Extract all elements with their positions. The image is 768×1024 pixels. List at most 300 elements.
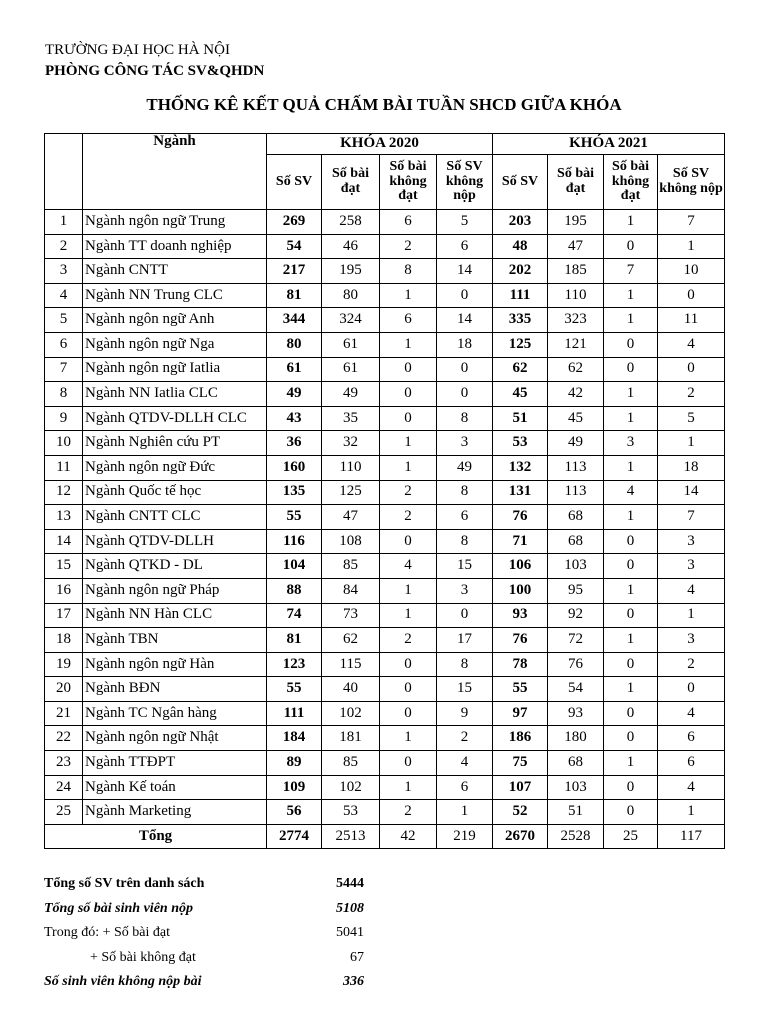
table-cell: 85 <box>322 751 380 776</box>
table-cell: 0 <box>604 554 658 579</box>
table-cell: 8 <box>380 259 437 284</box>
table-cell: 111 <box>493 283 548 308</box>
table-cell: 7 <box>658 210 725 235</box>
major-name: Ngành ngôn ngữ Hàn <box>83 652 267 677</box>
table-row <box>45 800 725 825</box>
total-row <box>45 824 725 849</box>
table-cell: 45 <box>493 382 548 407</box>
table-cell: 186 <box>493 726 548 751</box>
table-cell: 3 <box>658 529 725 554</box>
total-cell: 2670 <box>493 824 548 849</box>
row-number: 15 <box>45 554 83 579</box>
table-cell: 14 <box>437 308 493 333</box>
table-cell: 0 <box>380 652 437 677</box>
table-cell: 42 <box>548 382 604 407</box>
table-cell: 104 <box>267 554 322 579</box>
row-number: 1 <box>45 210 83 235</box>
table-cell: 103 <box>548 554 604 579</box>
table-cell: 0 <box>380 751 437 776</box>
major-name: Ngành QTKD - DL <box>83 554 267 579</box>
row-number: 20 <box>45 677 83 702</box>
major-name: Ngành Marketing <box>83 800 267 825</box>
table-cell: 53 <box>493 431 548 456</box>
table-cell: 125 <box>493 332 548 357</box>
table-cell: 2 <box>380 505 437 530</box>
summary-row <box>44 974 364 999</box>
table-row <box>45 726 725 751</box>
total-label: Tổng <box>45 824 267 849</box>
table-cell: 1 <box>604 677 658 702</box>
table-cell: 95 <box>548 578 604 603</box>
major-name: Ngành TBN <box>83 628 267 653</box>
row-number: 10 <box>45 431 83 456</box>
table-cell: 116 <box>267 529 322 554</box>
table-cell: 36 <box>267 431 322 456</box>
table-row <box>45 283 725 308</box>
table-cell: 4 <box>658 578 725 603</box>
table-cell: 100 <box>493 578 548 603</box>
table-cell: 47 <box>548 234 604 259</box>
summary-value: 336 <box>343 974 364 989</box>
table-cell: 0 <box>437 382 493 407</box>
row-number: 7 <box>45 357 83 382</box>
table-cell: 131 <box>493 480 548 505</box>
table-cell: 55 <box>267 677 322 702</box>
table-cell: 1 <box>380 431 437 456</box>
table-cell: 202 <box>493 259 548 284</box>
summary-value: 5444 <box>336 876 364 891</box>
table-cell: 2 <box>380 628 437 653</box>
table-cell: 1 <box>604 578 658 603</box>
sub-header-so-bai-khong-dat: Số bài không đạt <box>380 155 437 210</box>
table-cell: 76 <box>493 505 548 530</box>
major-name: Ngành CNTT CLC <box>83 505 267 530</box>
table-cell: 51 <box>493 406 548 431</box>
table-row <box>45 603 725 628</box>
summary-value: 67 <box>350 949 364 965</box>
table-cell: 1 <box>380 775 437 800</box>
table-cell: 1 <box>380 283 437 308</box>
table-cell: 80 <box>267 332 322 357</box>
table-cell: 344 <box>267 308 322 333</box>
table-cell: 3 <box>437 431 493 456</box>
table-cell: 185 <box>548 259 604 284</box>
table-row <box>45 332 725 357</box>
table-cell: 11 <box>658 308 725 333</box>
table-cell: 184 <box>267 726 322 751</box>
table-cell: 6 <box>437 775 493 800</box>
summary-label: + Số bài không đạt <box>90 949 196 965</box>
table-cell: 0 <box>658 357 725 382</box>
table-cell: 0 <box>437 283 493 308</box>
table-cell: 113 <box>548 455 604 480</box>
table-cell: 88 <box>267 578 322 603</box>
table-cell: 1 <box>380 455 437 480</box>
table-row <box>45 480 725 505</box>
table-cell: 6 <box>380 210 437 235</box>
row-number: 6 <box>45 332 83 357</box>
table-cell: 111 <box>267 701 322 726</box>
table-cell: 1 <box>604 210 658 235</box>
sub-header-so-sv-khong-nop: Số SV không nộp <box>437 155 493 210</box>
table-cell: 1 <box>658 603 725 628</box>
row-number: 25 <box>45 800 83 825</box>
document-title: THỐNG KÊ KẾT QUẢ CHẤM BÀI TUẦN SHCD GIỮA KHÓA <box>146 95 622 114</box>
table-cell: 5 <box>437 210 493 235</box>
table-cell: 8 <box>437 529 493 554</box>
sub-header-so-bai-khong-dat: Số bài không đạt <box>604 155 658 210</box>
table-cell: 180 <box>548 726 604 751</box>
major-name: Ngành ngôn ngữ Iatlia <box>83 357 267 382</box>
table-cell: 335 <box>493 308 548 333</box>
table-cell: 61 <box>322 332 380 357</box>
table-cell: 32 <box>322 431 380 456</box>
table-cell: 6 <box>658 751 725 776</box>
table-row <box>45 505 725 530</box>
table-cell: 125 <box>322 480 380 505</box>
table-cell: 9 <box>437 701 493 726</box>
sub-header-so-sv: Số SV <box>267 155 322 210</box>
summary-row <box>44 950 364 975</box>
table-cell: 0 <box>604 726 658 751</box>
table-cell: 81 <box>267 628 322 653</box>
total-cell: 2774 <box>267 824 322 849</box>
total-cell: 2513 <box>322 824 380 849</box>
school-name: TRƯỜNG ĐẠI HỌC HÀ NỘI <box>45 42 230 58</box>
row-number: 12 <box>45 480 83 505</box>
table-cell: 0 <box>604 603 658 628</box>
row-number: 21 <box>45 701 83 726</box>
table-cell: 1 <box>380 332 437 357</box>
table-cell: 1 <box>658 234 725 259</box>
table-cell: 2 <box>658 652 725 677</box>
stt-header <box>45 134 83 210</box>
major-name: Ngành ngôn ngữ Trung <box>83 210 267 235</box>
table-cell: 123 <box>267 652 322 677</box>
row-number: 13 <box>45 505 83 530</box>
table-cell: 6 <box>380 308 437 333</box>
table-cell: 14 <box>658 480 725 505</box>
khoa-2021-header: KHÓA 2021 <box>493 134 725 155</box>
table-cell: 0 <box>604 529 658 554</box>
major-name: Ngành ngôn ngữ Đức <box>83 455 267 480</box>
table-cell: 0 <box>604 357 658 382</box>
major-name: Ngành Kế toán <box>83 775 267 800</box>
table-cell: 68 <box>548 505 604 530</box>
table-cell: 15 <box>437 554 493 579</box>
table-cell: 0 <box>604 234 658 259</box>
table-cell: 324 <box>322 308 380 333</box>
table-cell: 203 <box>493 210 548 235</box>
table-row <box>45 259 725 284</box>
table-cell: 1 <box>604 505 658 530</box>
table-cell: 3 <box>437 578 493 603</box>
table-cell: 102 <box>322 701 380 726</box>
table-cell: 8 <box>437 480 493 505</box>
table-cell: 43 <box>267 406 322 431</box>
table-row <box>45 210 725 235</box>
table-row <box>45 751 725 776</box>
row-number: 19 <box>45 652 83 677</box>
table-cell: 73 <box>322 603 380 628</box>
major-name: Ngành TT doanh nghiệp <box>83 234 267 259</box>
table-cell: 0 <box>604 701 658 726</box>
table-cell: 15 <box>437 677 493 702</box>
table-cell: 47 <box>322 505 380 530</box>
table-cell: 195 <box>322 259 380 284</box>
table-cell: 18 <box>658 455 725 480</box>
table-cell: 0 <box>380 406 437 431</box>
table-cell: 14 <box>437 259 493 284</box>
table-row <box>45 406 725 431</box>
table-cell: 0 <box>380 357 437 382</box>
row-number: 2 <box>45 234 83 259</box>
major-name: Ngành TC Ngân hàng <box>83 701 267 726</box>
table-cell: 0 <box>437 603 493 628</box>
row-number: 5 <box>45 308 83 333</box>
table-cell: 109 <box>267 775 322 800</box>
major-name: Ngành TTĐPT <box>83 751 267 776</box>
table-cell: 3 <box>604 431 658 456</box>
table-cell: 89 <box>267 751 322 776</box>
table-cell: 68 <box>548 529 604 554</box>
summary-block <box>44 876 364 999</box>
table-row <box>45 701 725 726</box>
table-cell: 3 <box>658 628 725 653</box>
table-cell: 0 <box>604 332 658 357</box>
table-cell: 0 <box>604 652 658 677</box>
table-cell: 17 <box>437 628 493 653</box>
table-cell: 103 <box>548 775 604 800</box>
table-row <box>45 628 725 653</box>
major-name: Ngành ngôn ngữ Anh <box>83 308 267 333</box>
table-row <box>45 357 725 382</box>
table-row <box>45 677 725 702</box>
table-row <box>45 554 725 579</box>
results-table <box>44 133 725 849</box>
table-cell: 1 <box>604 751 658 776</box>
table-cell: 107 <box>493 775 548 800</box>
table-cell: 0 <box>380 382 437 407</box>
table-cell: 62 <box>548 357 604 382</box>
total-cell: 117 <box>658 824 725 849</box>
table-row <box>45 652 725 677</box>
table-cell: 35 <box>322 406 380 431</box>
sub-header-so-bai-dat: Số bài đạt <box>322 155 380 210</box>
summary-row <box>44 925 364 950</box>
table-cell: 78 <box>493 652 548 677</box>
table-cell: 68 <box>548 751 604 776</box>
table-cell: 258 <box>322 210 380 235</box>
table-cell: 52 <box>493 800 548 825</box>
table-cell: 113 <box>548 480 604 505</box>
table-cell: 2 <box>380 480 437 505</box>
table-cell: 1 <box>604 382 658 407</box>
table-cell: 0 <box>658 677 725 702</box>
table-row <box>45 529 725 554</box>
table-cell: 49 <box>267 382 322 407</box>
table-cell: 1 <box>380 578 437 603</box>
table-cell: 2 <box>380 234 437 259</box>
table-cell: 8 <box>437 652 493 677</box>
table-cell: 0 <box>604 800 658 825</box>
row-number: 22 <box>45 726 83 751</box>
table-cell: 55 <box>267 505 322 530</box>
table-cell: 1 <box>604 406 658 431</box>
table-cell: 4 <box>604 480 658 505</box>
table-cell: 4 <box>658 332 725 357</box>
table-cell: 4 <box>658 701 725 726</box>
summary-row <box>44 876 364 901</box>
table-cell: 54 <box>267 234 322 259</box>
table-cell: 181 <box>322 726 380 751</box>
table-cell: 93 <box>548 701 604 726</box>
table-cell: 110 <box>548 283 604 308</box>
major-name: Ngành QTDV-DLLH <box>83 529 267 554</box>
table-cell: 62 <box>493 357 548 382</box>
table-cell: 45 <box>548 406 604 431</box>
table-cell: 1 <box>658 800 725 825</box>
table-cell: 1 <box>604 308 658 333</box>
table-cell: 2 <box>437 726 493 751</box>
major-name: Ngành NN Iatlia CLC <box>83 382 267 407</box>
table-cell: 0 <box>380 677 437 702</box>
table-cell: 97 <box>493 701 548 726</box>
table-cell: 108 <box>322 529 380 554</box>
total-cell: 42 <box>380 824 437 849</box>
table-cell: 4 <box>380 554 437 579</box>
table-cell: 1 <box>437 800 493 825</box>
table-cell: 115 <box>322 652 380 677</box>
table-cell: 121 <box>548 332 604 357</box>
major-name: Ngành Quốc tế học <box>83 480 267 505</box>
row-number: 9 <box>45 406 83 431</box>
table-cell: 18 <box>437 332 493 357</box>
table-cell: 74 <box>267 603 322 628</box>
major-name: Ngành BĐN <box>83 677 267 702</box>
table-cell: 2 <box>380 800 437 825</box>
table-cell: 217 <box>267 259 322 284</box>
table-cell: 76 <box>493 628 548 653</box>
summary-label: Tổng số bài sinh viên nộp <box>44 900 193 916</box>
table-cell: 56 <box>267 800 322 825</box>
major-name: Ngành CNTT <box>83 259 267 284</box>
row-number: 18 <box>45 628 83 653</box>
table-cell: 62 <box>322 628 380 653</box>
table-cell: 102 <box>322 775 380 800</box>
table-cell: 61 <box>322 357 380 382</box>
total-cell: 2528 <box>548 824 604 849</box>
table-row <box>45 455 725 480</box>
major-name: Ngành ngôn ngữ Pháp <box>83 578 267 603</box>
table-cell: 53 <box>322 800 380 825</box>
summary-value: 5108 <box>336 900 364 916</box>
major-name: Ngành ngôn ngữ Nga <box>83 332 267 357</box>
table-cell: 4 <box>658 775 725 800</box>
table-cell: 51 <box>548 800 604 825</box>
table-cell: 6 <box>658 726 725 751</box>
table-cell: 1 <box>380 603 437 628</box>
summary-label: Trong đó: + Số bài đạt <box>44 925 170 940</box>
total-cell: 219 <box>437 824 493 849</box>
table-cell: 1 <box>604 628 658 653</box>
table-cell: 7 <box>658 505 725 530</box>
table-cell: 6 <box>437 234 493 259</box>
table-cell: 132 <box>493 455 548 480</box>
table-cell: 3 <box>658 554 725 579</box>
summary-value: 5041 <box>336 925 364 940</box>
major-name: Ngành NN Trung CLC <box>83 283 267 308</box>
summary-label: Tổng số SV trên danh sách <box>44 876 205 891</box>
table-cell: 61 <box>267 357 322 382</box>
row-number: 23 <box>45 751 83 776</box>
row-number: 4 <box>45 283 83 308</box>
table-cell: 0 <box>658 283 725 308</box>
table-row <box>45 308 725 333</box>
sub-header-so-sv: Số SV <box>493 155 548 210</box>
table-cell: 0 <box>380 701 437 726</box>
row-number: 8 <box>45 382 83 407</box>
row-number: 16 <box>45 578 83 603</box>
table-cell: 71 <box>493 529 548 554</box>
office-name: PHÒNG CÔNG TÁC SV&QHDN <box>45 63 265 79</box>
table-cell: 2 <box>658 382 725 407</box>
sub-header-so-bai-dat: Số bài đạt <box>548 155 604 210</box>
table-cell: 7 <box>604 259 658 284</box>
table-cell: 49 <box>437 455 493 480</box>
row-number: 24 <box>45 775 83 800</box>
table-row <box>45 382 725 407</box>
table-row <box>45 578 725 603</box>
summary-label: Số sinh viên không nộp bài <box>44 974 202 989</box>
row-number: 3 <box>45 259 83 284</box>
table-row <box>45 431 725 456</box>
sub-header-so-sv-khong-nop: Số SV không nộp <box>658 155 725 210</box>
summary-row <box>44 901 364 926</box>
nganh-header: Ngành <box>83 134 267 210</box>
table-cell: 1 <box>380 726 437 751</box>
table-cell: 1 <box>604 283 658 308</box>
table-cell: 55 <box>493 677 548 702</box>
table-cell: 5 <box>658 406 725 431</box>
table-cell: 84 <box>322 578 380 603</box>
table-cell: 40 <box>322 677 380 702</box>
table-cell: 48 <box>493 234 548 259</box>
table-cell: 80 <box>322 283 380 308</box>
table-cell: 76 <box>548 652 604 677</box>
table-cell: 49 <box>322 382 380 407</box>
table-cell: 323 <box>548 308 604 333</box>
table-cell: 10 <box>658 259 725 284</box>
table-cell: 6 <box>437 505 493 530</box>
table-cell: 160 <box>267 455 322 480</box>
table-cell: 54 <box>548 677 604 702</box>
table-cell: 135 <box>267 480 322 505</box>
row-number: 17 <box>45 603 83 628</box>
major-name: Ngành ngôn ngữ Nhật <box>83 726 267 751</box>
total-cell: 25 <box>604 824 658 849</box>
table-cell: 72 <box>548 628 604 653</box>
table-cell: 269 <box>267 210 322 235</box>
table-cell: 106 <box>493 554 548 579</box>
table-cell: 195 <box>548 210 604 235</box>
table-cell: 75 <box>493 751 548 776</box>
major-name: Ngành Nghiên cứu PT <box>83 431 267 456</box>
major-name: Ngành NN Hàn CLC <box>83 603 267 628</box>
table-cell: 0 <box>380 529 437 554</box>
table-cell: 92 <box>548 603 604 628</box>
table-cell: 1 <box>658 431 725 456</box>
